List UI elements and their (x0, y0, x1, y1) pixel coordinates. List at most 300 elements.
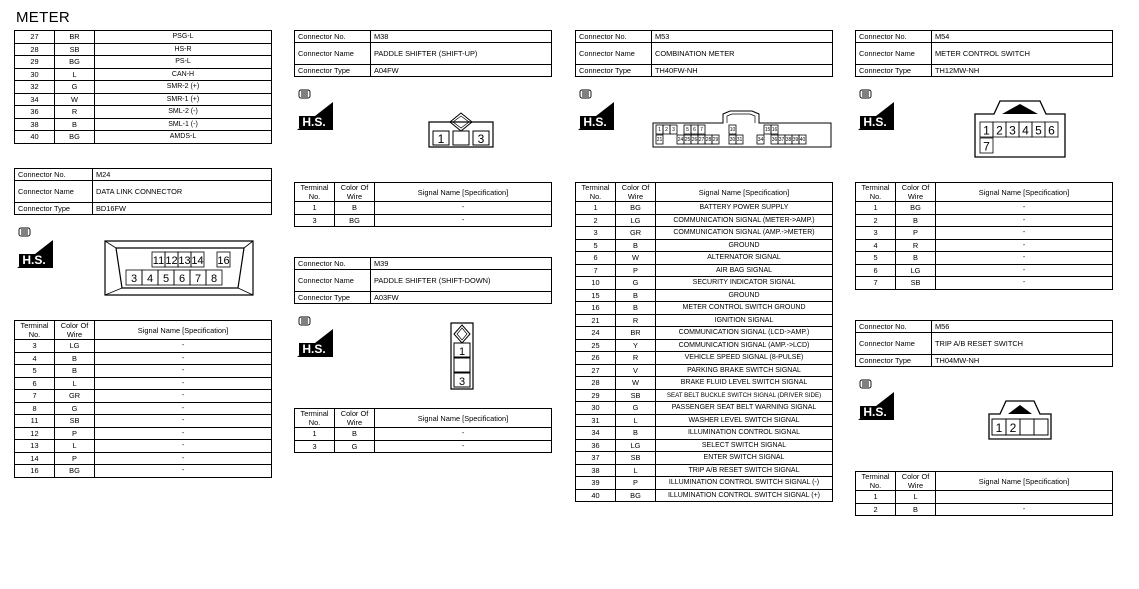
connector-pin-label: 24 (677, 137, 684, 143)
m38-connector-name: PADDLE SHIFTER (SHIFT-UP) (371, 43, 552, 65)
m38-terminal-table (294, 182, 552, 227)
table-row (576, 464, 833, 477)
terminal-no-cell: 16 (576, 302, 616, 315)
connector-no-label: Connector No. (295, 31, 371, 43)
connector-pin-label: 27 (698, 137, 705, 143)
wire-color-cell: BG (55, 465, 95, 478)
wire-color-cell: SB (616, 389, 656, 402)
connector-pin-label: 11 (152, 255, 165, 267)
wire-color-cell: B (896, 214, 936, 227)
wire-color-header-text: Color Of (901, 472, 930, 481)
connector-pin-label: 13 (178, 255, 191, 267)
wire-color-cell: GR (616, 227, 656, 240)
table-row (856, 214, 1113, 227)
terminal-no-cell: 36 (15, 106, 55, 119)
terminal-no-cell: 24 (576, 327, 616, 340)
connector-name-label: Connector Name (856, 43, 932, 65)
m54-connector-no: M54 (932, 31, 1113, 43)
table-row (856, 277, 1113, 290)
table-row (576, 477, 833, 490)
table-row (856, 239, 1113, 252)
m38-connector-no: M38 (371, 31, 552, 43)
connector-pin-label: 31 (736, 137, 743, 143)
table-row (856, 202, 1113, 215)
m39-connector-no: M39 (371, 258, 552, 270)
signal-name-cell: PSG-L (95, 31, 272, 44)
connector-pin-label: 1 (983, 123, 990, 138)
wire-color-cell: B (616, 289, 656, 302)
terminal-no-cell: 3 (856, 227, 896, 240)
table-row (576, 277, 833, 290)
m38-info-table (294, 30, 552, 77)
wire-color-cell: B (896, 252, 936, 265)
terminal-no-header (15, 321, 55, 340)
m39-terminal-table (294, 408, 552, 453)
terminal-no-cell: 25 (576, 339, 616, 352)
terminal-no-cell: 6 (15, 377, 55, 390)
connector-pin-label: 16 (217, 255, 230, 267)
table-row (856, 503, 1113, 516)
connector-pin-label: 30 (729, 137, 736, 143)
table-row (576, 214, 833, 227)
terminal-no-header (856, 472, 896, 491)
signal-name-cell: ILLUMINATION CONTROL SWITCH SIGNAL (+) (656, 489, 833, 502)
terminal-no-cell: 1 (295, 428, 335, 441)
connector-no-label: Connector No. (295, 258, 371, 270)
signal-name-header (936, 472, 1113, 491)
signal-name-header (936, 183, 1113, 202)
terminal-no-cell: 4 (15, 352, 55, 365)
table-header-row (15, 321, 272, 340)
signal-name-header-text: Signal Name [Specification] (417, 187, 509, 197)
table-row (576, 377, 833, 390)
hs-symbol-m56 (856, 378, 896, 422)
terminal-no-header (576, 183, 616, 202)
signal-name-cell: GROUND (656, 289, 833, 302)
wire-color-cell: GR (55, 390, 95, 403)
signal-name-cell: - (936, 214, 1113, 227)
wire-color-cell: BG (896, 202, 936, 215)
table-row (856, 227, 1113, 240)
connector-type-label: Connector Type (576, 65, 652, 77)
signal-name-cell: - (375, 214, 552, 227)
signal-name-header (656, 183, 833, 202)
hs-symbol-m54 (856, 88, 896, 132)
connector-pin-label: 5 (1035, 123, 1042, 138)
table-row (856, 491, 1113, 504)
connector-name-label: Connector Name (295, 270, 371, 292)
wire-color-cell: LG (616, 439, 656, 452)
signal-name-cell: ENTER SWITCH SIGNAL (656, 452, 833, 465)
wire-color-cell: P (896, 227, 936, 240)
m56-connector-type: TH04MW-NH (932, 355, 1113, 367)
connector-no-label: Connector No. (15, 169, 93, 181)
connector-pin-label: 12 (165, 255, 178, 267)
wire-color-cell: L (896, 491, 936, 504)
m24-info-table (14, 168, 272, 215)
terminal-no-cell: 21 (576, 314, 616, 327)
m39-connector-diagram (450, 322, 474, 395)
terminal-no-cell: 28 (15, 43, 55, 56)
terminal-no-cell: 14 (15, 452, 55, 465)
terminal-no-cell: 26 (576, 352, 616, 365)
wire-color-cell: G (616, 277, 656, 290)
signal-name-cell: SMR-1 (+) (95, 93, 272, 106)
terminal-no-cell: 29 (576, 389, 616, 402)
terminal-no-cell: 2 (576, 214, 616, 227)
table-row (15, 402, 272, 415)
signal-name-cell: - (95, 452, 272, 465)
wire-color-header-text: Color Of (901, 183, 930, 192)
signal-name-cell: ILLUMINATION CONTROL SIGNAL (656, 427, 833, 440)
m24-connector-diagram (104, 240, 254, 301)
wire-color-cell: BR (55, 31, 95, 44)
table-row (15, 81, 272, 94)
signal-name-cell (936, 491, 1113, 504)
wire-color-cell: L (55, 377, 95, 390)
connector-no-label: Connector No. (856, 321, 932, 333)
signal-name-header-text: Signal Name [Specification] (137, 325, 229, 335)
connector-name-label: Connector Name (856, 333, 932, 355)
wire-color-header (896, 183, 936, 202)
connector-pin-label: 15 (764, 127, 771, 133)
m53-connector-name: COMBINATION METER (652, 43, 833, 65)
page-title: METER (16, 9, 70, 26)
signal-name-cell: - (95, 415, 272, 428)
table-row (15, 131, 272, 144)
wire-color-header-text: Color Of (621, 183, 650, 192)
table-row (15, 93, 272, 106)
table-row (576, 314, 833, 327)
table-row (576, 202, 833, 215)
connector-pin-label: 2 (665, 127, 668, 133)
wire-color-cell: BG (616, 489, 656, 502)
wire-color-cell: B (616, 239, 656, 252)
wire-color-cell: R (616, 352, 656, 365)
signal-name-header-text: Signal Name [Specification] (978, 187, 1070, 197)
connector-name-label: Connector Name (576, 43, 652, 65)
signal-name-cell: WASHER LEVEL SWITCH SIGNAL (656, 414, 833, 427)
signal-name-cell: - (95, 365, 272, 378)
terminal-no-cell: 40 (15, 131, 55, 144)
terminal-no-cell: 4 (856, 239, 896, 252)
signal-name-cell: PARKING BRAKE SWITCH SIGNAL (656, 364, 833, 377)
terminal-no-cell: 2 (856, 214, 896, 227)
terminal-no-cell: 3 (15, 340, 55, 353)
svg-text:1: 1 (995, 421, 1003, 435)
signal-name-cell: ILLUMINATION CONTROL SWITCH SIGNAL (-) (656, 477, 833, 490)
terminal-no-cell: 5 (15, 365, 55, 378)
signal-name-cell: - (95, 377, 272, 390)
table-row (576, 489, 833, 502)
m53-connector-type: TH40FW-NH (652, 65, 833, 77)
terminal-no-header-text: No. (308, 418, 321, 427)
wire-color-header-text: Wire (346, 192, 363, 201)
signal-name-cell: - (936, 277, 1113, 290)
signal-name-cell: HS-R (95, 43, 272, 56)
svg-text:3: 3 (477, 132, 485, 146)
svg-text:H.S.: H.S. (583, 115, 607, 129)
connector-pin-label: 37 (778, 137, 785, 143)
wire-color-cell: R (55, 106, 95, 119)
wire-color-cell: W (616, 377, 656, 390)
wire-color-cell: P (55, 452, 95, 465)
signal-name-cell: COMMUNICATION SIGNAL (AMP.->METER) (656, 227, 833, 240)
terminal-no-header-text: No. (869, 192, 882, 201)
table-row (295, 202, 552, 215)
signal-name-cell: METER CONTROL SWITCH GROUND (656, 302, 833, 315)
hs-symbol-m39 (295, 315, 335, 359)
wire-color-header-text: Color Of (340, 409, 369, 418)
signal-name-cell: BATTERY POWER SUPPLY (656, 202, 833, 215)
wire-color-header (335, 183, 375, 202)
wire-color-cell: G (335, 440, 375, 453)
m56-terminal-table (855, 471, 1113, 516)
wire-color-cell: SB (55, 43, 95, 56)
wire-color-cell: SB (55, 415, 95, 428)
signal-name-cell: - (95, 340, 272, 353)
signal-name-cell: COMMUNICATION SIGNAL (AMP.->LCD) (656, 339, 833, 352)
m53-terminal-table (575, 182, 833, 502)
table-row (576, 427, 833, 440)
table-row (576, 339, 833, 352)
connector-pin-label: 34 (757, 137, 764, 143)
terminal-no-cell: 1 (856, 202, 896, 215)
wire-color-cell: L (616, 414, 656, 427)
connector-pin-label: 3 (672, 127, 675, 133)
wire-color-cell: BR (616, 327, 656, 340)
terminal-no-cell: 7 (856, 277, 896, 290)
terminal-no-cell: 10 (576, 277, 616, 290)
signal-name-cell: PASSENGER SEAT BELT WARNING SIGNAL (656, 402, 833, 415)
connector-pin-label: 7 (700, 127, 703, 133)
table-row (15, 440, 272, 453)
m53-connector-diagram (652, 110, 832, 153)
table-row (856, 264, 1113, 277)
terminal-no-cell: 1 (576, 202, 616, 215)
connector-name-label: Connector Name (295, 43, 371, 65)
signal-name-cell: - (95, 465, 272, 478)
terminal-no-cell: 32 (15, 81, 55, 94)
wire-color-cell: B (55, 365, 95, 378)
svg-text:H.S.: H.S. (22, 253, 46, 267)
terminal-no-cell: 36 (576, 439, 616, 452)
signal-name-cell: COMMUNICATION SIGNAL (LCD->AMP.) (656, 327, 833, 340)
hs-symbol-m53 (576, 88, 616, 132)
terminal-no-header-text: Terminal (861, 183, 890, 192)
hs-symbol-m38 (295, 88, 335, 132)
wire-color-header (335, 409, 375, 428)
terminal-no-cell: 34 (15, 93, 55, 106)
connector-type-label: Connector Type (856, 65, 932, 77)
m24-connector-no: M24 (93, 169, 272, 181)
svg-text:H.S.: H.S. (863, 115, 887, 129)
connector-pin-label: 1 (658, 127, 661, 133)
connector-pin-label: 3 (1009, 123, 1016, 138)
table-row (856, 252, 1113, 265)
terminal-no-cell: 11 (15, 415, 55, 428)
signal-name-cell: - (95, 352, 272, 365)
table-row (15, 377, 272, 390)
terminal-no-cell: 27 (576, 364, 616, 377)
signal-name-cell: GROUND (656, 239, 833, 252)
table-row (576, 352, 833, 365)
wire-color-header-text: Color Of (340, 183, 369, 192)
signal-name-cell: - (95, 440, 272, 453)
wire-color-cell: B (335, 202, 375, 215)
connector-pin-label: 6 (1048, 123, 1055, 138)
wire-color-header-text: Wire (907, 481, 924, 490)
wire-color-cell: BG (55, 131, 95, 144)
wire-color-cell: W (616, 252, 656, 265)
signal-name-cell: PS-L (95, 56, 272, 69)
terminal-no-cell: 31 (576, 414, 616, 427)
hs-symbol-m24 (15, 226, 55, 270)
signal-name-cell: AIR BAG SIGNAL (656, 264, 833, 277)
table-row (15, 118, 272, 131)
m39-connector-name: PADDLE SHIFTER (SHIFT-DOWN) (371, 270, 552, 292)
terminal-no-cell: 34 (576, 427, 616, 440)
wire-color-cell: LG (616, 214, 656, 227)
table-row (576, 402, 833, 415)
svg-text:H.S.: H.S. (863, 405, 887, 419)
signal-name-cell: - (936, 503, 1113, 516)
signal-name-header-text: Signal Name [Specification] (417, 413, 509, 423)
terminal-no-cell: 1 (856, 491, 896, 504)
connector-no-label: Connector No. (856, 31, 932, 43)
terminal-no-cell: 27 (15, 31, 55, 44)
terminal-no-header-text: No. (869, 481, 882, 490)
terminal-no-header-text: Terminal (861, 472, 890, 481)
table-row (576, 264, 833, 277)
wire-color-header-text: Wire (66, 330, 83, 339)
connector-pin-label: 5 (686, 127, 689, 133)
wire-color-cell: W (55, 93, 95, 106)
wire-color-cell: BG (335, 214, 375, 227)
wire-color-cell: LG (896, 264, 936, 277)
m53-info-table (575, 30, 833, 77)
table-row (576, 439, 833, 452)
terminal-no-cell: 7 (576, 264, 616, 277)
terminal-no-cell: 2 (856, 503, 896, 516)
table-row (576, 389, 833, 402)
connector-type-label: Connector Type (856, 355, 932, 367)
table-row (15, 352, 272, 365)
connector-pin-label: 28 (705, 137, 712, 143)
signal-name-cell: COMMUNICATION SIGNAL (METER->AMP.) (656, 214, 833, 227)
wire-color-cell: LG (55, 340, 95, 353)
terminal-no-header-text: No. (308, 192, 321, 201)
table-header-row (856, 183, 1113, 202)
terminal-no-header-text: Terminal (20, 321, 49, 330)
connector-pin-label: 2 (996, 123, 1003, 138)
connector-pin-label: 16 (771, 127, 778, 133)
signal-name-cell: SECURITY INDICATOR SIGNAL (656, 277, 833, 290)
m54-info-table (855, 30, 1113, 77)
m38-connector-diagram (428, 112, 494, 153)
m39-info-table (294, 257, 552, 304)
signal-name-cell: AMDS-L (95, 131, 272, 144)
connector-pin-label: 4 (1022, 123, 1029, 138)
terminal-no-cell: 30 (576, 402, 616, 415)
terminal-no-cell: 30 (15, 68, 55, 81)
wire-color-cell: B (55, 118, 95, 131)
svg-text:1: 1 (437, 132, 445, 146)
table-header-row (576, 183, 833, 202)
wire-color-cell: BG (616, 202, 656, 215)
m54-terminal-table (855, 182, 1113, 290)
signal-name-header (375, 183, 552, 202)
top-left-terminal-table (14, 30, 272, 144)
wire-color-cell: B (55, 352, 95, 365)
connector-pin-label: 7 (194, 273, 202, 285)
wire-color-cell: L (55, 68, 95, 81)
table-row (15, 68, 272, 81)
table-row (15, 390, 272, 403)
table-row (295, 428, 552, 441)
connector-pin-label: 3 (130, 273, 138, 285)
signal-name-cell: SMR-2 (+) (95, 81, 272, 94)
table-row (576, 239, 833, 252)
connector-type-label: Connector Type (295, 65, 371, 77)
terminal-no-cell: 13 (15, 440, 55, 453)
wire-color-header-text: Wire (627, 192, 644, 201)
terminal-no-cell: 40 (576, 489, 616, 502)
table-row (15, 365, 272, 378)
table-row (15, 43, 272, 56)
wire-color-cell: L (616, 464, 656, 477)
table-row (15, 56, 272, 69)
terminal-no-cell: 7 (15, 390, 55, 403)
signal-name-cell: - (936, 239, 1113, 252)
connector-pin-label: 26 (691, 137, 698, 143)
signal-name-header-text: Signal Name [Specification] (978, 476, 1070, 486)
signal-name-cell: SEAT BELT BUCKLE SWITCH SIGNAL (DRIVER SIDE) (656, 389, 833, 402)
wire-color-cell: B (616, 302, 656, 315)
signal-name-cell: - (375, 202, 552, 215)
terminal-no-cell: 38 (576, 464, 616, 477)
wire-color-header-text: Wire (346, 418, 363, 427)
connector-pin-label: 6 (693, 127, 696, 133)
connector-type-label: Connector Type (15, 203, 93, 215)
signal-name-cell: - (936, 202, 1113, 215)
terminal-no-cell: 29 (15, 56, 55, 69)
wire-color-cell: P (55, 427, 95, 440)
signal-name-cell: - (95, 402, 272, 415)
connector-pin-label: 14 (191, 255, 204, 267)
terminal-no-cell: 6 (576, 252, 616, 265)
terminal-no-cell: 12 (15, 427, 55, 440)
m56-info-table (855, 320, 1113, 367)
signal-name-header (95, 321, 272, 340)
terminal-no-cell: 8 (15, 402, 55, 415)
terminal-no-cell: 39 (576, 477, 616, 490)
m54-connector-type: TH12MW-NH (932, 65, 1113, 77)
terminal-no-cell: 38 (15, 118, 55, 131)
connector-no-label: Connector No. (576, 31, 652, 43)
wire-color-cell: G (616, 402, 656, 415)
m54-connector-diagram (974, 100, 1066, 163)
terminal-no-cell: 3 (295, 440, 335, 453)
connector-pin-label: 25 (684, 137, 691, 143)
table-row (576, 289, 833, 302)
svg-text:H.S.: H.S. (302, 115, 326, 129)
table-row (576, 227, 833, 240)
m24-connector-type: BD16FW (93, 203, 272, 215)
table-row (576, 364, 833, 377)
signal-name-cell: - (375, 428, 552, 441)
wire-color-header (896, 472, 936, 491)
